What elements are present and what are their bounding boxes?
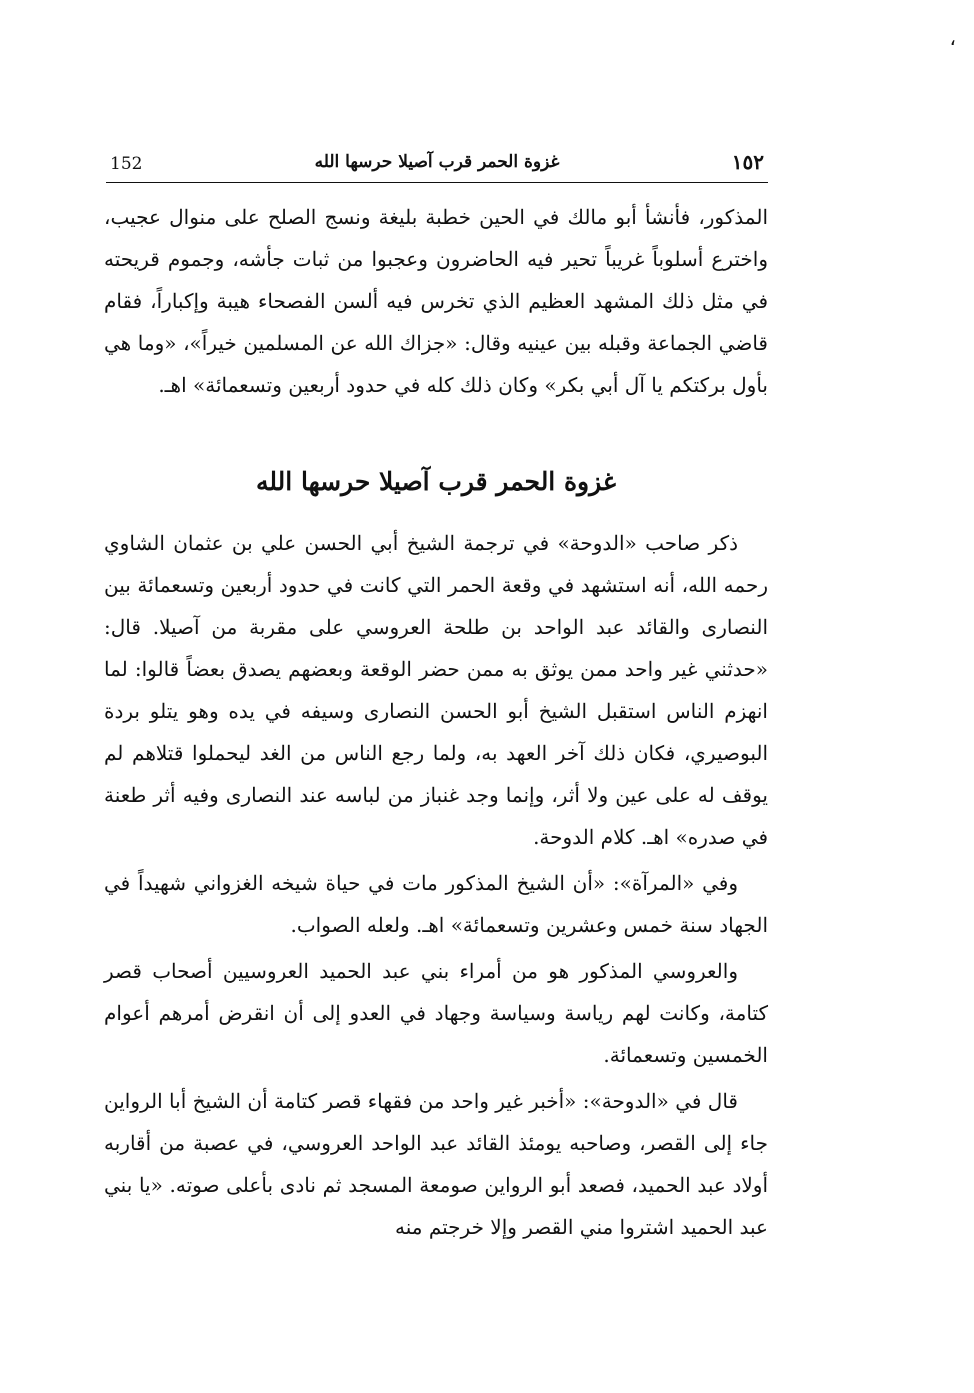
page-header [108, 150, 766, 178]
corner-mark: ، [949, 26, 956, 50]
page-body [104, 196, 768, 1248]
paragraph: والعروسي المذكور هو من أمراء بني عبد الحميد العروسيين أصحاب قصر كتامة، وكانت لهم رياسة وسياسة وجهاد في العدو إلى أن انقرض أمرهم أعوام الخمسين وتسعمائة. [104, 959, 768, 1067]
page-number-arabic: ١٥٢ [731, 150, 764, 174]
header-divider [106, 182, 768, 183]
paragraph: وفي «المرآة»: «أن الشيخ المذكور مات في حياة شيخه الغزواني شهيداً في الجهاد سنة خمس وعشرين وتسعمائة» اهـ. ولعله الصواب. [104, 871, 768, 937]
section-title: غزوة الحمر قرب آصيلا حرسها الله [256, 467, 616, 496]
paragraph: المذكور، فأنشأ أبو مالك في الحين خطبة بليغة ونسج الصلح على منوال عجيب، واخترع أسلوباً غريباً تحير فيه الحاضرون وعجبوا من ثبات جأشه، وجموم قريحته في مثل ذلك المشهد العظيم الذي تخرس فيه ألسن الفصحاء هيبة وإكباراً، فقام قاضي الجماعة وقبله بين عينيه وقال: «جزاك الله عن المسلمين خيراً»، «وما هي بأول بركتكم يا آل أبي بكر» وكان ذلك كله في حدود أربعين وتسعمائة» اهـ. [104, 205, 768, 397]
running-title: غزوة الحمر قرب آصيلا حرسها الله [314, 152, 560, 172]
paragraph: قال في «الدوحة»: «أخبر غير واحد من فقهاء قصر كتامة أن الشيخ أبا الرواين جاء إلى القصر، وصاحبه يومئذ القائد عبد الواحد العروسي، في عصبة من أقاربه أولاد عبد الحميد، فصعد أبو الرواين صومعة المسجد ثم نادى بأعلى صوته. «يا بني عبد الحميد اشتروا مني القصر وإلا خرجتم منه [104, 1089, 768, 1239]
page-number-latin: 152 [110, 154, 143, 174]
paragraph: ذكر صاحب «الدوحة» في ترجمة الشيخ أبي الحسن علي بن عثمان الشاوي رحمه الله، أنه استشهد في وقعة الحمر التي كانت في حدود أربعين وتسعمائة بين النصارى والقائد عبد الواحد بن طلحة العروسي على مقربة من آصيلا. قال: «حدثني غير واحد ممن يوثق به ممن حضر الوقعة وبعضهم يصدق بعضاً قالوا: لما انهزم الناس استقبل الشيخ أبو الحسن النصارى وسيفه في يده وهو يتلو بردة البوصيري، فكان ذلك آخر العهد به، ولما رجع الناس من الغد ليحملوا قتلاهم لم يوقف له على عين ولا أثر، وإنما وجد غنباز من لباسه عند النصارى وفيه أثر طعنة في صدره» اهـ. كلام الدوحة. [104, 531, 769, 849]
